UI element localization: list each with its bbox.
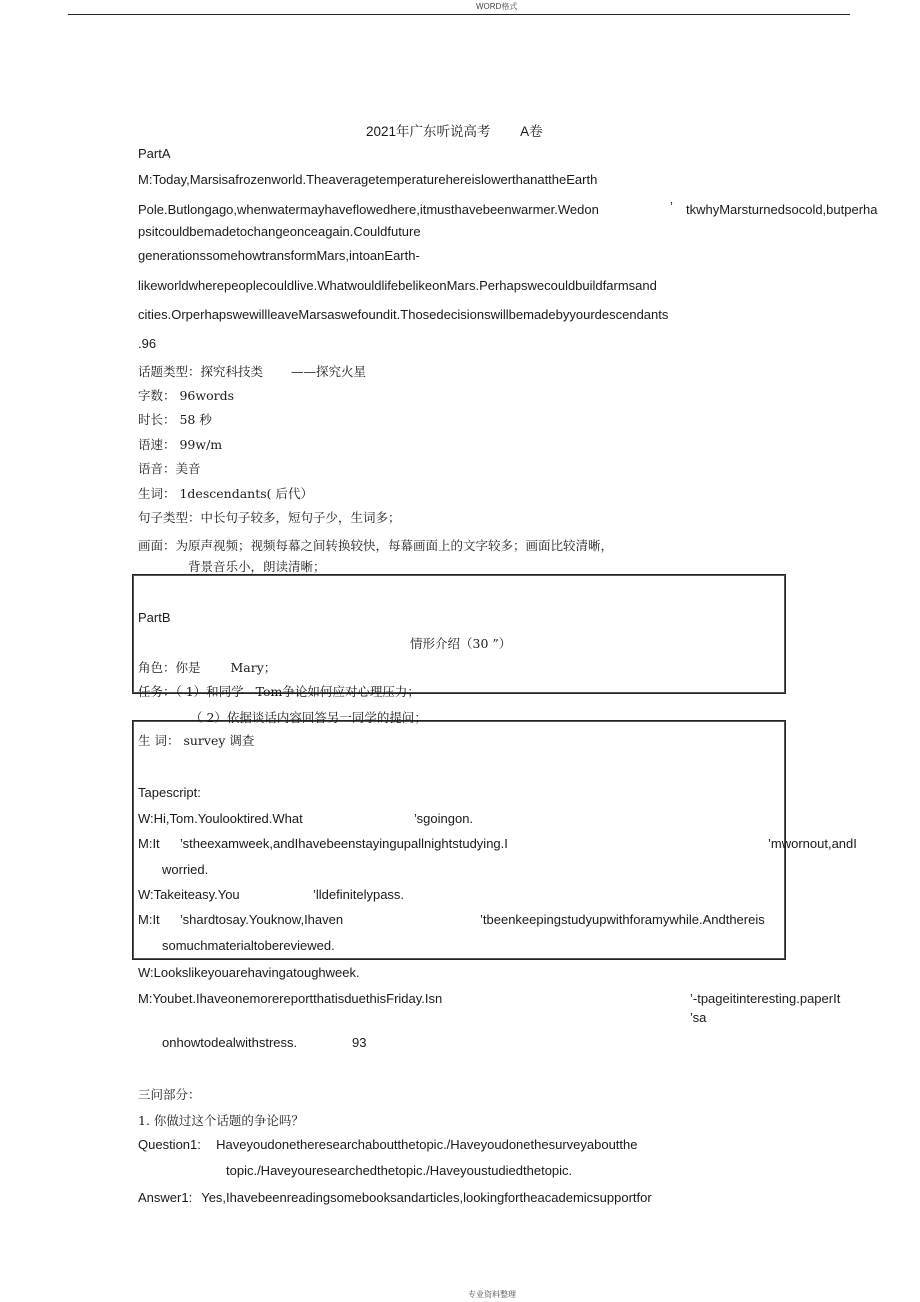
part-a-heading: PartA bbox=[138, 146, 171, 161]
dialogue-6c: ’sa bbox=[690, 1010, 707, 1025]
dialogue-2b: ’stheexamweek,andIhavebeenstayingupallnightstudying.I bbox=[180, 836, 508, 851]
info-speed: 语速： 99w/m bbox=[138, 437, 223, 452]
info-vocab: 生词： 1descendants( 后代） bbox=[138, 486, 313, 501]
dialogue-2a: M:It bbox=[138, 836, 160, 851]
dialogue-4d: somuchmaterialtobereviewed. bbox=[162, 938, 335, 953]
dialogue-4b: ’shardtosay.Youknow,Ihaven bbox=[180, 912, 344, 927]
title-year: 2021年广东听说高考 bbox=[366, 124, 491, 139]
role-name: Mary； bbox=[230, 660, 277, 675]
dialogue-5: W:Lookslikeyouarehavingatoughweek. bbox=[138, 965, 360, 980]
dialogue-6e: 93 bbox=[352, 1035, 367, 1050]
task-1-rest: Tom争论如何应对心理压力； bbox=[255, 684, 420, 699]
info-topic-label: 话题类型：探究科技类 bbox=[138, 364, 264, 379]
part-b-intro: 情形介绍（30 ”） bbox=[410, 636, 512, 651]
info-sentence: 句子类型：中长句子较多，短句子少，生词多； bbox=[138, 510, 401, 525]
dialogue-2c: ’mwornout,andI bbox=[768, 836, 857, 851]
question-1-label: Question1: bbox=[138, 1137, 201, 1152]
dialogue-6d: onhowtodealwithstress. bbox=[162, 1035, 298, 1050]
part-a-line-2: Pole.Butlongago,whenwatermayhaveflowedhere,itmusthavebeenwarmer.Wedon bbox=[138, 202, 599, 217]
info-words: 字数： 96words bbox=[138, 388, 234, 403]
info-screen-2: 背景音乐小，朗读清晰； bbox=[188, 559, 326, 574]
dialogue-3b: ’lldefinitelypass. bbox=[313, 887, 405, 902]
answer-1-label: Answer1: bbox=[138, 1190, 193, 1205]
part-a-line-2b: tkwhyMarsturnedsocold,butperha bbox=[686, 202, 878, 217]
question-1-text: Haveyoudonetheresearchaboutthetopic./Haveyoudonethesurveyaboutthe bbox=[216, 1137, 638, 1152]
part-b-heading: PartB bbox=[138, 610, 171, 625]
dialogue-2d: worried. bbox=[162, 862, 209, 877]
info-topic bbox=[138, 362, 366, 380]
answer-1-text: Yes,Ihavebeenreadingsomebooksandarticles,lookingfortheacademicsupportfor bbox=[201, 1190, 652, 1205]
info-screen: 画面：为原声视频；视频每幕之间转换较快，每幕画面上的文字较多；画面比较清晰， bbox=[138, 538, 614, 553]
page-header-label: WORD格式 bbox=[476, 2, 518, 11]
tapescript-label: Tapescript: bbox=[138, 785, 201, 800]
answer-1 bbox=[138, 1190, 652, 1205]
part-b-task-2: （ 2）依据谈话内容回答另一同学的提问； bbox=[190, 710, 427, 725]
dialogue-6b: ’-tpageitinteresting.paperIt bbox=[690, 991, 841, 1006]
question-1-cn: 1. 你做过这个话题的争论吗？ bbox=[138, 1113, 304, 1128]
dialogue-4c: ’tbeenkeepingstudyupwithforamywhile.Andthereis bbox=[480, 912, 765, 927]
header-rule bbox=[68, 14, 850, 15]
part-a-line-5: likeworldwherepeoplecouldlive.WhatwouldlifebelikeonMars.Perhapswecouldbuildfarmsand bbox=[138, 278, 657, 293]
page-footer-label: 专业资料整理 bbox=[468, 1290, 516, 1299]
info-topic-sub: ——探究火星 bbox=[290, 364, 366, 379]
part-a-apostrophe: ’ bbox=[670, 199, 673, 214]
part-a-line-4: generationssomehowtransformMars,intoanEarth- bbox=[138, 248, 420, 263]
dialogue-1a: W:Hi,Tom.Youlooktired.What bbox=[138, 811, 303, 826]
part-c-heading: 三问部分： bbox=[138, 1087, 201, 1102]
dialogue-6a: M:Youbet.IhaveonemorereportthatisduethisFriday.Isn bbox=[138, 991, 443, 1006]
part-a-line-1: M:Today,Marsisafrozenworld.TheaveragetemperatureherеislowerthanattheEarth bbox=[138, 172, 598, 187]
question-1-text-2: topic./Haveyouresearchedthetopic./Haveyoustudiedthetopic. bbox=[226, 1163, 573, 1178]
part-b-vocab: 生 词： survey 调查 bbox=[138, 733, 255, 748]
info-accent: 语音：美音 bbox=[138, 461, 201, 476]
dialogue-1b: ’sgoingon. bbox=[414, 811, 474, 826]
part-a-line-6: cities.OrperhapswewillleaveMarsaswefoundit.Thosedecisionswillbemadebyyourdescendants bbox=[138, 307, 669, 322]
part-a-word-count: .96 bbox=[138, 336, 157, 351]
page-title bbox=[366, 120, 543, 140]
question-1 bbox=[138, 1137, 637, 1152]
part-b-task-1 bbox=[138, 682, 420, 700]
task-1-prefix: 任务：（ 1）和同学 bbox=[138, 684, 244, 699]
info-duration: 时长： 58 秒 bbox=[138, 412, 212, 427]
part-b-role bbox=[138, 658, 276, 676]
title-paper: A卷 bbox=[520, 124, 543, 139]
dialogue-4a: M:It bbox=[138, 912, 160, 927]
dialogue-3a: W:Takeiteasy.You bbox=[138, 887, 240, 902]
part-a-line-3: psitcouldbemadetochangeonceagain.Couldfuture bbox=[138, 224, 421, 239]
role-label: 角色：你是 bbox=[138, 660, 201, 675]
